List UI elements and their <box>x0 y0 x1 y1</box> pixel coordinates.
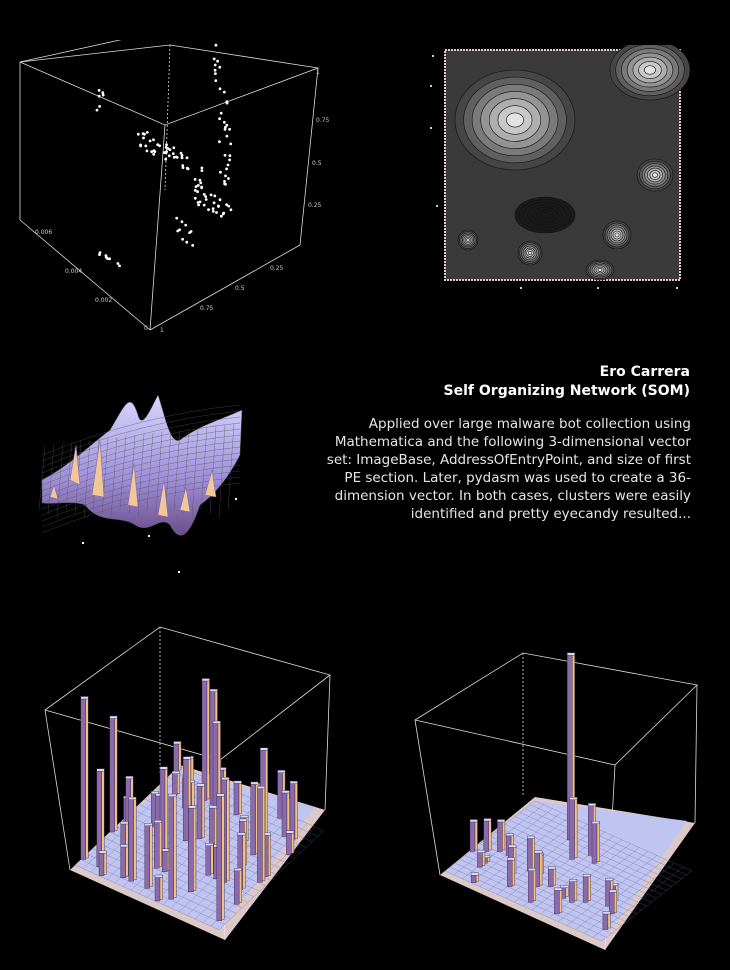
bar-3d-48 <box>121 845 129 878</box>
scatter-point-2-18 <box>227 164 230 167</box>
scatter-point-6-4 <box>191 244 194 247</box>
scatter-point-1-6 <box>230 208 233 211</box>
scatter-point-1-22 <box>210 194 213 197</box>
scatter-point-1-9 <box>220 215 223 218</box>
bar-3d-25 <box>471 873 479 883</box>
scatter-point-0-40 <box>172 146 175 149</box>
bar-3d-4 <box>497 820 505 852</box>
bar-3d-33 <box>206 843 214 875</box>
scatter-point-1-29 <box>197 201 200 204</box>
contour-ring-4-6 <box>467 239 470 242</box>
scatter-point-1-15 <box>213 195 216 198</box>
scatter-point-0-15 <box>181 156 184 159</box>
bar-3d-8 <box>527 836 535 871</box>
scatter-point-2-4 <box>224 175 227 178</box>
scatter-point-2-6 <box>219 171 222 174</box>
bar-3d-12 <box>548 867 556 887</box>
bar-3d-21 <box>507 858 515 887</box>
scatter-point-1-25 <box>212 207 215 210</box>
axis-tick-bottom-3: 0.75 <box>200 305 214 312</box>
scatter-point-4-5 <box>106 257 109 260</box>
scatter-point-2-17 <box>225 124 228 127</box>
bar-3d-19 <box>197 784 205 839</box>
axis-tick-right-2: 0.75 <box>316 117 330 124</box>
scatter-point-0-12 <box>142 137 145 140</box>
scatter-point-0-37 <box>194 178 197 181</box>
contour-ring-2-6 <box>652 173 657 178</box>
axis-tick-bottom-2: 0.5 <box>235 285 245 292</box>
axis-tick-left-2: 0.004 <box>65 268 83 275</box>
bar-3d-52 <box>217 794 225 921</box>
scatter-point-2-16 <box>229 143 232 146</box>
scatter-point-3-1 <box>215 44 218 47</box>
bar-3d-8 <box>282 791 290 837</box>
scatter-point-3-4 <box>214 69 217 72</box>
scatter-point-5-4 <box>96 109 99 112</box>
scatter-point-3-0 <box>214 64 217 67</box>
scatter-point-1-19 <box>225 203 228 206</box>
bar-3d-11 <box>470 820 478 852</box>
scatter-point-1-20 <box>200 186 203 189</box>
scatter-point-0-0 <box>168 154 171 157</box>
scatter-point-0-43 <box>182 166 185 169</box>
scatter-point-2-12 <box>227 177 230 180</box>
scatter-point-0-41 <box>156 143 159 146</box>
contour-ring-0-6 <box>506 113 523 127</box>
bar-3d-10 <box>172 771 180 795</box>
bar-3d-31 <box>110 716 118 832</box>
scatter-point-2-7 <box>226 135 229 138</box>
bar-3d-7 <box>234 781 242 815</box>
scatter-point-6-7 <box>175 217 178 220</box>
scatter-point-2-11 <box>224 154 227 157</box>
bar-3d-49 <box>129 797 137 881</box>
scatter-point-0-44 <box>152 153 155 156</box>
bar-3d-5 <box>202 679 210 801</box>
bar-3d-41 <box>234 868 242 904</box>
scatter-point-0-10 <box>146 131 149 134</box>
scatter-point-0-19 <box>144 145 147 148</box>
scatter-point-0-35 <box>186 156 189 159</box>
bar-3d-0 <box>174 742 182 772</box>
scatter-point-5-0 <box>98 105 101 108</box>
scatter-point-2-10 <box>228 128 231 131</box>
scatter-point-2-20 <box>228 159 231 162</box>
scatter-point-3-3 <box>213 58 216 61</box>
bar-3d-13 <box>583 874 591 902</box>
scatter-point-5-5 <box>101 91 104 94</box>
scatter-point-0-39 <box>186 167 189 170</box>
author-name: Ero Carrera <box>599 364 690 380</box>
bar-3d-24 <box>554 888 562 914</box>
scatter-point-4-6 <box>105 254 108 257</box>
scatter-point-0-27 <box>165 143 168 146</box>
scatter-point-0-21 <box>139 145 142 148</box>
bar-3d-19 <box>569 879 577 902</box>
scatter-point-2-21 <box>218 117 221 120</box>
description-text: Applied over large malware bot collection using Mathematica and the following 3-dimensional vector set: ImageBase, AddressOfEntryPoint, and size of first PE section. Later, pydasm was used to create a 36-dimension vector. In both cases, clusters were easily identified and pretty eyecandy resulted... <box>326 416 691 522</box>
scatter-point-2-22 <box>223 182 226 185</box>
scatter-point-3-7 <box>216 60 219 63</box>
scatter-3d-plot <box>0 40 340 340</box>
contour-ring-7-6 <box>598 269 602 272</box>
scatter-point-0-11 <box>199 181 202 184</box>
scatter-point-4-2 <box>118 265 121 268</box>
page-title: Self Organizing Network (SOM) <box>443 383 690 399</box>
scatter-point-2-15 <box>223 91 226 94</box>
scatter-point-1-21 <box>219 198 222 201</box>
scatter-point-3-2 <box>218 66 221 69</box>
scatter-point-1-16 <box>205 198 208 201</box>
scatter-point-1-23 <box>213 201 216 204</box>
scatter-point-6-9 <box>185 241 188 244</box>
bar-3d-28 <box>257 786 265 882</box>
scatter-point-2-9 <box>223 180 226 183</box>
scatter-point-0-13 <box>201 167 204 170</box>
scatter-point-0-8 <box>181 154 184 157</box>
scatter-point-1-4 <box>217 205 220 208</box>
bar-3d-2 <box>592 821 600 863</box>
scatter-point-6-8 <box>176 230 179 233</box>
bar-3d-51 <box>169 794 177 899</box>
scatter-point-0-36 <box>153 149 156 152</box>
bar-3d-50 <box>145 823 153 888</box>
scatter-point-0-9 <box>173 156 176 159</box>
scatter-point-1-13 <box>215 211 218 214</box>
scatter-point-1-10 <box>203 204 206 207</box>
contour-ring-3-6 <box>541 212 550 217</box>
som-surface-plot <box>30 385 260 575</box>
scatter-point-2-0 <box>219 87 222 90</box>
contour-ring-5-6 <box>528 251 531 254</box>
bar-chart-3d-sparse <box>405 645 705 960</box>
scatter-point-4-7 <box>98 253 101 256</box>
scatter-point-5-2 <box>98 95 101 98</box>
scatter-point-2-19 <box>224 128 227 131</box>
axis-tick-right-1: 1 <box>316 69 320 76</box>
scatter-point-2-14 <box>225 168 228 171</box>
bar-3d-54 <box>155 875 163 901</box>
bar-3d-53 <box>99 851 107 876</box>
scatter-point-1-26 <box>207 208 210 211</box>
scatter-point-6-0 <box>184 224 187 227</box>
scatter-point-6-6 <box>190 230 193 233</box>
scatter-point-1-12 <box>197 184 200 187</box>
scatter-point-1-3 <box>212 210 215 213</box>
bar-chart-3d-dense <box>40 625 370 955</box>
bar-3d-43 <box>188 806 196 892</box>
scatter-point-4-0 <box>117 262 120 265</box>
contour-ring-6-6 <box>615 233 619 237</box>
axis-tick-bottom-4: 1 <box>160 327 164 334</box>
scatter-point-1-17 <box>196 190 199 193</box>
scatter-point-2-3 <box>223 121 226 124</box>
axis-tick-right-3: 0.5 <box>312 160 322 167</box>
scatter-point-6-5 <box>181 238 184 241</box>
axis-tick-left-1: 0.006 <box>35 229 53 236</box>
bar-3d-7 <box>484 819 492 852</box>
scatter-point-0-24 <box>176 156 179 159</box>
bar-3d-22 <box>603 912 611 930</box>
scatter-point-0-30 <box>201 169 204 172</box>
bar-3d-18 <box>251 782 258 855</box>
scatter-point-2-2 <box>218 140 221 143</box>
scatter-point-0-38 <box>199 179 202 182</box>
scatter-point-0-28 <box>137 133 140 136</box>
bar-3d-23 <box>528 868 536 902</box>
axis-tick-right-4: 0.25 <box>308 202 322 209</box>
scatter-point-0-33 <box>165 150 168 153</box>
som-contour-map <box>420 45 690 295</box>
scatter-point-6-1 <box>181 220 184 223</box>
scatter-point-0-42 <box>149 140 152 143</box>
contour-ring-1-6 <box>644 66 655 75</box>
scatter-point-0-26 <box>143 133 146 136</box>
bar-3d-14 <box>609 890 617 914</box>
bar-3d-14 <box>286 831 294 855</box>
scatter-point-5-1 <box>102 94 105 97</box>
scatter-point-3-5 <box>214 72 217 75</box>
scatter-point-2-8 <box>229 154 232 157</box>
scatter-point-1-28 <box>204 195 207 198</box>
scatter-point-0-32 <box>164 158 167 161</box>
scatter-point-1-24 <box>194 197 197 200</box>
scatter-point-2-24 <box>226 102 229 105</box>
bar-3d-39 <box>154 820 162 868</box>
scatter-point-1-27 <box>222 212 225 215</box>
bar-3d-40 <box>162 849 170 872</box>
scatter-point-5-3 <box>98 89 101 92</box>
scatter-point-1-2 <box>197 204 200 207</box>
scatter-point-0-16 <box>146 150 149 153</box>
axis-tick-left-3: 0.002 <box>95 297 113 304</box>
scatter-point-0-23 <box>167 147 170 150</box>
scatter-point-0-34 <box>152 138 155 141</box>
scatter-point-2-1 <box>220 112 223 115</box>
axis-tick-bottom-1: 0.25 <box>270 265 284 272</box>
bar-3d-20 <box>477 850 485 867</box>
bar-3d-3 <box>570 797 578 859</box>
scatter-point-0-18 <box>172 152 175 155</box>
scatter-point-3-6 <box>214 79 217 82</box>
bar-3d-44 <box>81 697 89 860</box>
axis-tick-left-4: 0 <box>144 325 148 332</box>
